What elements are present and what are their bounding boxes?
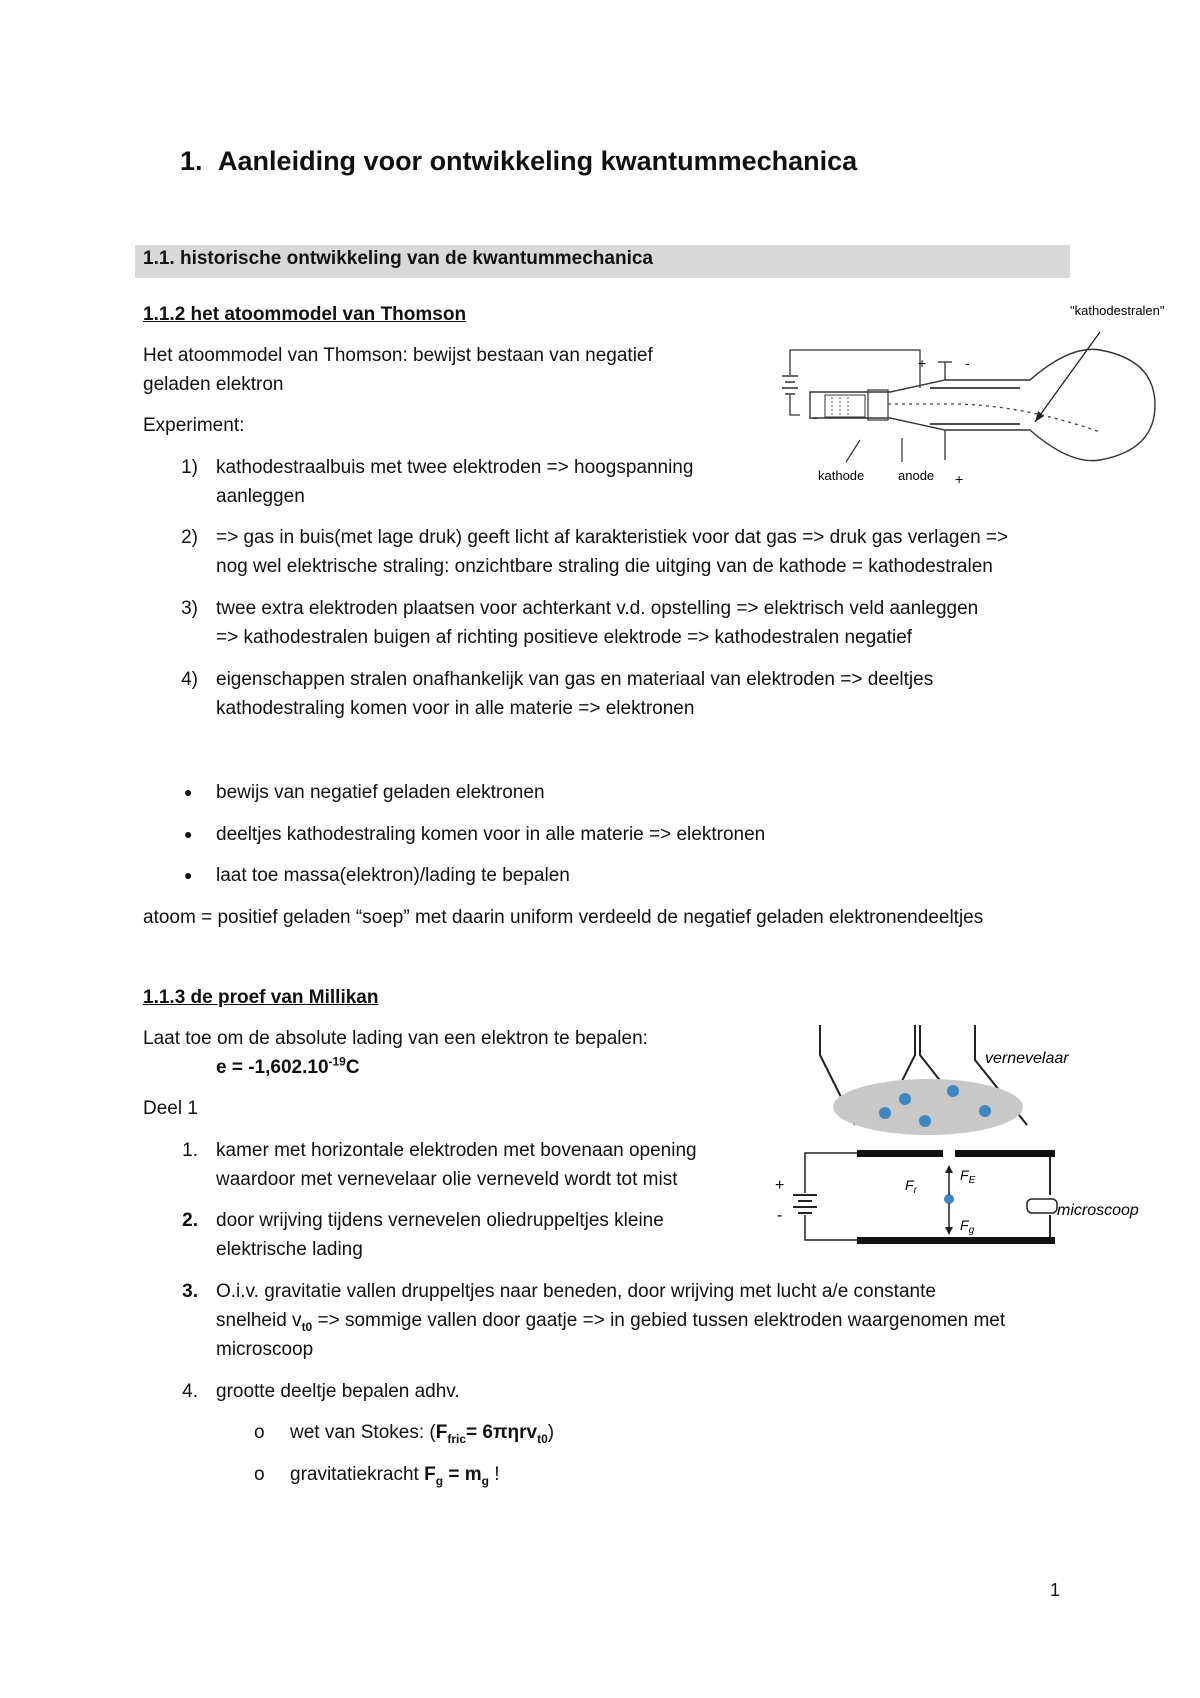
force-gravity-label: $F_g$ — [960, 1217, 975, 1236]
experiment-label: Experiment: — [143, 415, 245, 436]
svg-text:-: - — [777, 1207, 783, 1224]
step-text: O.i.v. gravitatie vallen druppeltjes naar beneden, door wrijving met lucht a/e constante — [216, 1281, 936, 1302]
tube-outline — [810, 349, 1155, 460]
step-number: 3. — [182, 1281, 198, 1302]
anode-label: anode — [898, 468, 935, 483]
page-title — [180, 146, 857, 177]
svg-text:-: - — [813, 409, 818, 425]
step-number: 2) — [181, 527, 198, 548]
upper-electrode — [857, 1150, 943, 1157]
svg-text:+: + — [955, 471, 964, 487]
electron-beam — [888, 404, 1100, 432]
sub-item-stokes: wet van Stokes: $(F_{fric}= 6\pi\eta rv_{t0})$ — [290, 1422, 555, 1446]
svg-text:+: + — [775, 1177, 785, 1194]
millikan-apparatus-diagram — [765, 1025, 1140, 1236]
step-text: kathodestraling komen voor in alle materie => elektronen — [216, 698, 695, 719]
millikan-heading: 1.1.3 de proef van Millikan — [143, 987, 379, 1008]
step-text: waardoor met vernevelaar olie verneveld wordt tot mist — [216, 1169, 678, 1190]
sub-marker: o — [254, 1464, 265, 1485]
atomizer-label: vernevelaar — [985, 1050, 1069, 1067]
step-text: nog wel elektrische straling: onzichtbare straling die uitging van de kathode = kathodestralen — [216, 556, 993, 577]
step-number: 1. — [182, 1140, 198, 1161]
thomson-intro-1: Het atoommodel van Thomson: bewijst bestaan van negatief — [143, 345, 653, 366]
oil-droplet — [919, 1115, 931, 1127]
step-number: 4) — [181, 669, 198, 690]
step-text: grootte deeltje bepalen adhv. — [216, 1381, 460, 1402]
millikan-intro: Laat toe om de absolute lading van een elektron te bepalen: — [143, 1028, 648, 1049]
rays-caption: "kathodestralen" — [1070, 303, 1165, 318]
thomson-intro-2: geladen elektron — [143, 374, 284, 395]
bullet-icon: ● — [184, 867, 193, 883]
section-header — [135, 245, 1070, 278]
microscope-label: microscoop — [1057, 1202, 1139, 1219]
step-text: microscoop — [216, 1339, 314, 1360]
step-text: eigenschappen stralen onafhankelijk van gas en materiaal van elektroden => deeltjes — [216, 669, 934, 690]
cathode-ray-tube-diagram — [770, 300, 1170, 495]
oil-droplet — [947, 1085, 959, 1097]
oil-droplet — [979, 1105, 991, 1117]
bullet-text: laat toe massa(elektron)/lading te bepalen — [216, 865, 570, 886]
step-text: twee extra elektroden plaatsen voor achterkant v.d. opstelling => elektrisch veld aanleggen — [216, 598, 979, 619]
charge-formula: $e = -1,602.10^{-19}C$ — [216, 1054, 360, 1078]
thomson-heading: 1.1.2 het atoommodel van Thomson — [143, 304, 467, 325]
force-electric-label: $F_E$ — [960, 1167, 976, 1186]
oil-droplet — [879, 1107, 891, 1119]
microscope-icon — [1027, 1199, 1057, 1213]
step-number: 2. — [182, 1210, 198, 1231]
step-number: 4. — [182, 1381, 198, 1402]
page-number: 1 — [1050, 1580, 1061, 1600]
rays-pointer — [1035, 332, 1100, 422]
bullet-icon: ● — [184, 784, 193, 800]
title-text: Aanleiding voor ontwikkeling kwantummechanica — [218, 146, 858, 176]
svg-text:-: - — [965, 355, 970, 371]
oil-droplet — [899, 1093, 911, 1105]
step-text: kathodestraalbuis met twee elektroden => hoogspanning — [216, 457, 694, 478]
step-text: snelheid $v_{t0}$ => sommige vallen door gaatje => in gebied tussen elektroden waargenomen met — [216, 1310, 1006, 1334]
thomson-conclusion: atoom = positief geladen “soep” met daarin uniform verdeeld de negatief geladen elektronendeeltjes — [143, 907, 984, 928]
svg-text:+: + — [918, 355, 927, 371]
step-text: => kathodestralen buigen af richting positieve elektrode => kathodestralen negatief — [216, 627, 913, 648]
step-text: aanleggen — [216, 486, 305, 507]
step-text: => gas in buis(met lage druk) geeft licht af karakteristiek voor dat gas => druk gas verlagen => — [216, 527, 1009, 548]
bullet-text: bewijs van negatief geladen elektronen — [216, 782, 545, 803]
step-number: 1) — [181, 457, 198, 478]
part-label: Deel 1 — [143, 1098, 198, 1119]
section-label: 1.1. historische ontwikkeling van de kwantummechanica — [143, 248, 653, 269]
bullet-icon: ● — [184, 826, 193, 842]
step-text: kamer met horizontale elektroden met bovenaan opening — [216, 1140, 697, 1161]
force-friction-label: $F_r$ — [905, 1177, 917, 1196]
oil-mist — [833, 1079, 1023, 1135]
title-number: 1. — [180, 146, 203, 176]
cathode-electrode — [825, 395, 865, 417]
anode-electrode — [868, 390, 888, 420]
bullet-text: deeltjes kathodestraling komen voor in alle materie => elektronen — [216, 824, 766, 845]
lower-electrode — [857, 1237, 1055, 1244]
cathode-label: kathode — [818, 468, 865, 483]
step-number: 3) — [181, 598, 198, 619]
sub-item-gravity: gravitatiekracht $F_g = m_g$ ! — [290, 1464, 500, 1488]
sub-marker: o — [254, 1422, 265, 1443]
charged-droplet — [944, 1194, 954, 1204]
step-text: door wrijving tijdens vernevelen oliedruppeltjes kleine — [216, 1210, 664, 1231]
step-text: elektrische lading — [216, 1239, 363, 1260]
